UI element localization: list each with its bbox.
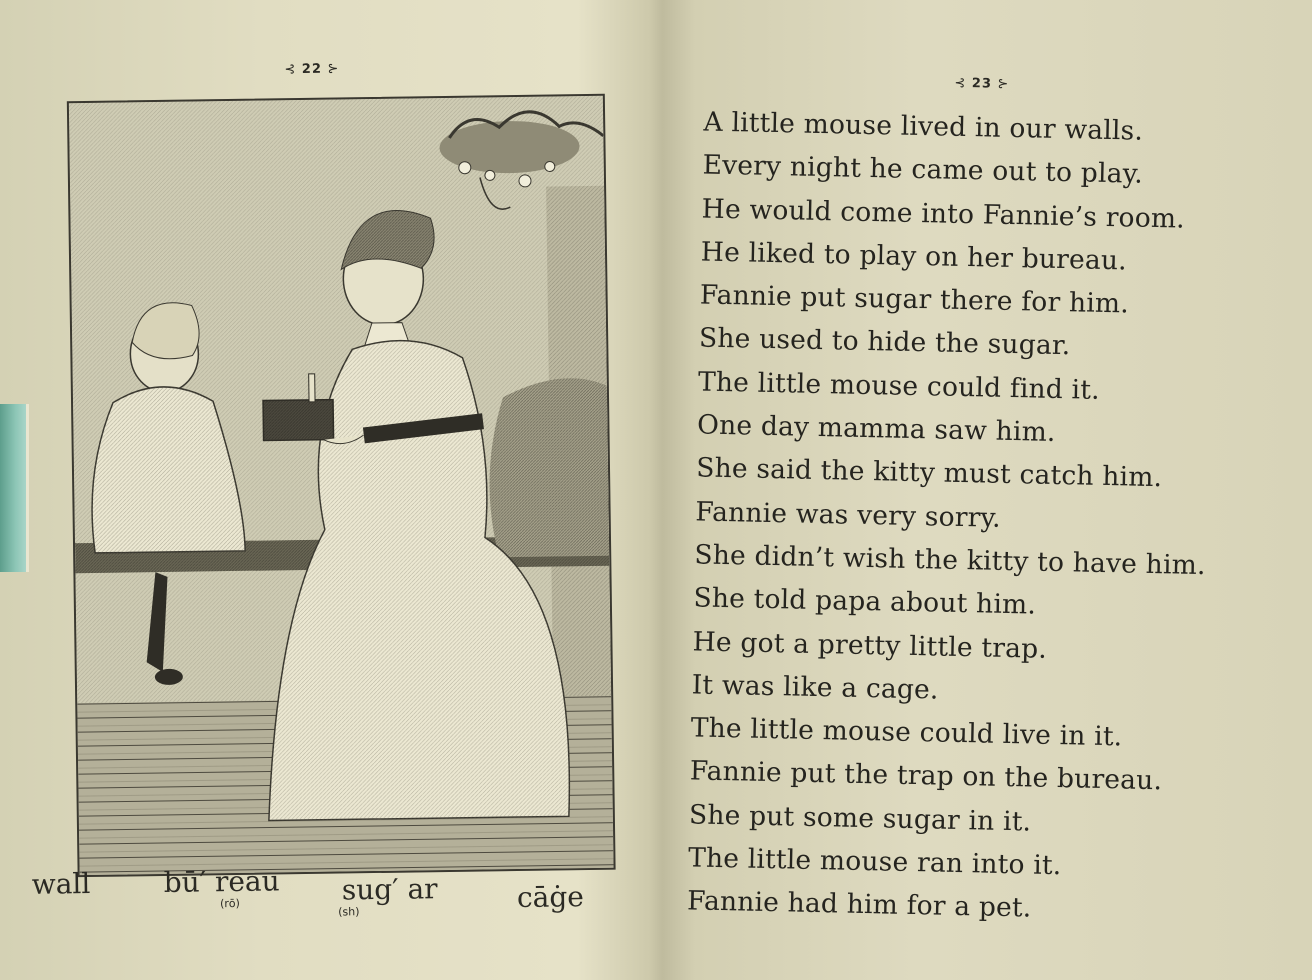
right-page (642, 0, 1312, 980)
engraving-picture (69, 96, 614, 875)
ornament-left-icon: ⊰ (954, 75, 967, 91)
page-number-text: 23 (971, 76, 993, 92)
story-line: The little mouse ran into it. (687, 842, 1062, 882)
story-line: He got a pretty little trap. (692, 625, 1048, 665)
vocab-word-text: cāġe (516, 880, 585, 915)
story-text (687, 101, 1304, 936)
vocab-word-text: sug′ ar (341, 872, 438, 907)
story-line: A little mouse lived in our walls. (703, 106, 1144, 147)
vocab-word-cage (517, 880, 584, 914)
vocab-word-text: wall (31, 867, 91, 901)
ornament-left-icon: ⊰ (284, 62, 297, 78)
vocab-word-sugar (338, 872, 438, 919)
story-line: Fannie was very sorry. (695, 496, 1002, 534)
vocab-word-text: bū′ reau (163, 864, 280, 899)
story-line: She didn’t wish the kitty to have him. (694, 539, 1206, 582)
story-line: Every night he came out to play. (702, 149, 1144, 191)
story-line: He liked to play on her bureau. (700, 236, 1128, 277)
vocab-pronunciation-hint: (sh) (338, 905, 360, 919)
story-line: It was like a cage. (691, 669, 939, 706)
story-line: Fannie put the trap on the bureau. (689, 755, 1163, 797)
vocab-pronunciation-hint: (rō) (219, 896, 240, 911)
left-page-number (284, 61, 339, 77)
story-line: One day mamma saw him. (696, 409, 1056, 449)
story-line: Fannie had him for a pet. (686, 885, 1032, 924)
story-line: The little mouse could find it. (697, 366, 1101, 406)
ornament-right-icon: ⊱ (327, 61, 340, 77)
story-line: She put some sugar in it. (688, 799, 1032, 838)
vocab-word-bureau (163, 864, 280, 911)
ornament-right-icon: ⊱ (997, 76, 1010, 92)
illustration-woman-and-girl (67, 94, 616, 877)
right-page-number (954, 76, 1009, 92)
story-line: The little mouse could live in it. (690, 712, 1123, 753)
vocab-word-wall (32, 867, 91, 901)
story-line: Fannie put sugar there for him. (699, 279, 1130, 320)
story-line: He would come into Fannie’s room. (701, 193, 1186, 235)
page-number-text: 22 (301, 61, 323, 77)
story-line: She used to hide the sugar. (698, 322, 1071, 362)
story-line: She told papa about him. (693, 582, 1037, 621)
story-line: She said the kitty must catch him. (695, 452, 1163, 494)
